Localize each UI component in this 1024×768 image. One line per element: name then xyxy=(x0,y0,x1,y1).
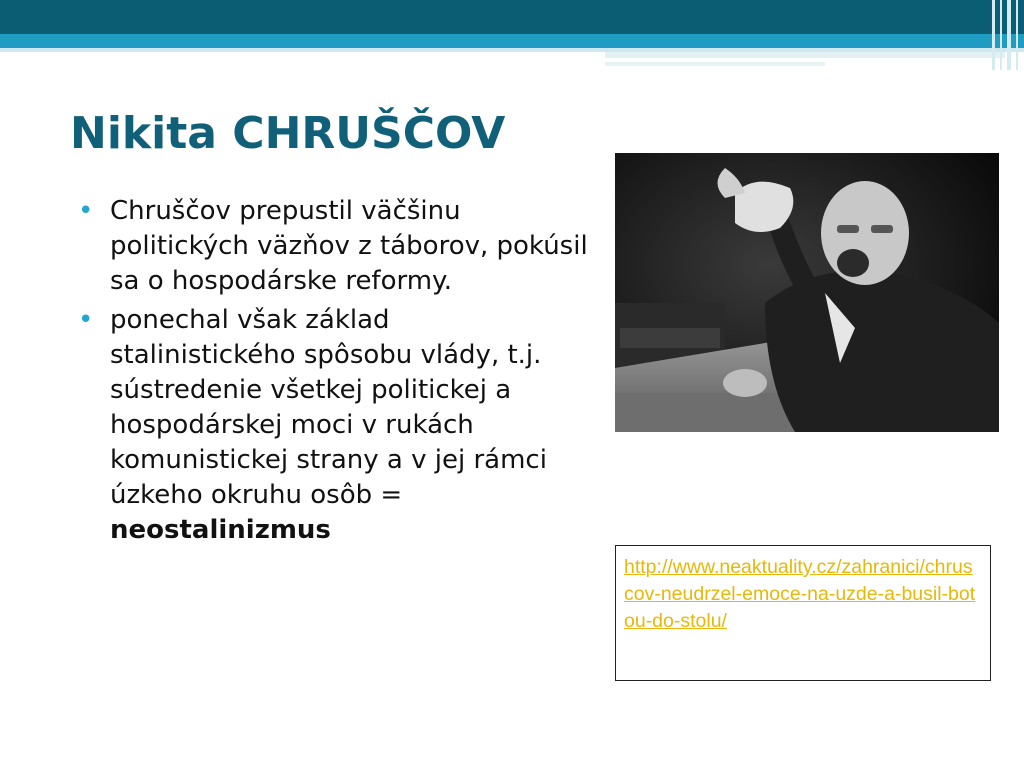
bullet-item xyxy=(78,194,588,299)
bullet-text: Chruščov prepustil väčšinu politických väzňov z táborov, pokúsil sa o hospodárske reformy. xyxy=(110,196,588,296)
source-link[interactable]: http://www.neaktuality.cz/zahranici/chruscov-neudrzel-emoce-na-uzde-a-busil-botou-do-stolu/ xyxy=(624,556,976,632)
bullet-bold-term: neostalinizmus xyxy=(110,515,331,545)
source-link-box xyxy=(615,545,991,681)
slide-title: Nikita CHRUŠČOV xyxy=(70,108,506,159)
bullet-item xyxy=(78,303,580,548)
bullet-text: ponechal však základ stalinistického spôsobu vlády, t.j. sústredenie všetkej politickej a hospodárskej moci v rukách komunistickej strany a v jej rámci úzkeho okruhu osôb = xyxy=(110,305,547,510)
header-light-stripe xyxy=(605,52,1005,58)
header-light-stripe-short xyxy=(605,62,825,66)
bullet-list xyxy=(78,194,588,552)
header-band xyxy=(0,0,1024,34)
bullet-dot-icon: • xyxy=(78,305,94,335)
photo-illustration xyxy=(615,153,999,432)
header-accent-band xyxy=(0,34,1024,48)
bullet-dot-icon: • xyxy=(78,196,94,226)
corner-stripes xyxy=(988,0,1024,70)
photo-image xyxy=(615,153,999,432)
